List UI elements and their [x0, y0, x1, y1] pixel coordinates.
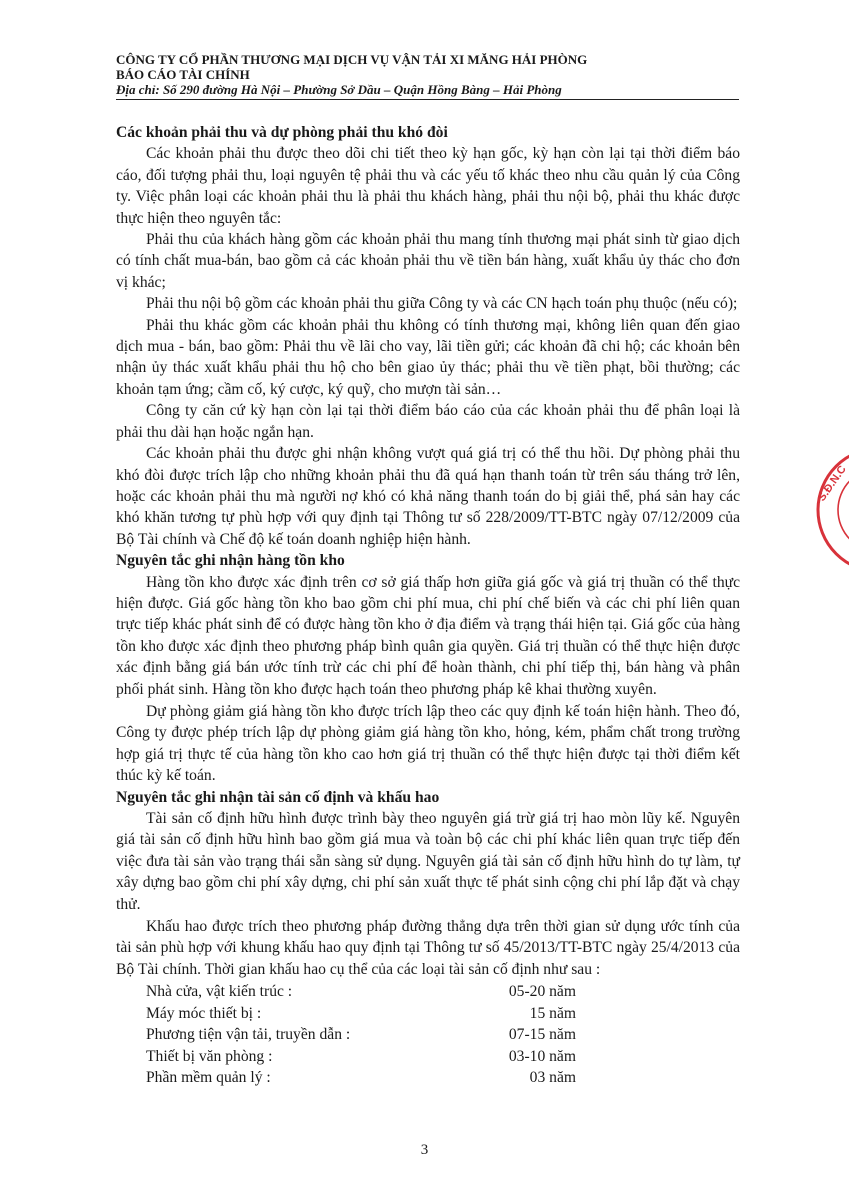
- table-row: [146, 1003, 576, 1025]
- page-number: 3: [420, 1142, 429, 1158]
- page-header: [116, 52, 616, 97]
- header-divider: [116, 99, 739, 100]
- useful-life: 05-20 năm: [508, 983, 576, 1001]
- section-fixed-assets: [116, 787, 740, 1089]
- table-row: [146, 981, 576, 1003]
- section-inventory: [116, 550, 740, 786]
- section-receivables: [116, 122, 740, 550]
- paragraph: Phải thu của khách hàng gồm các khoản phải thu mang tính thương mại phát sinh từ giao dịch có tính chất mua-bán, bao gồm cả các khoản phải thu về tiền bán hàng, xuất khẩu ủy thác cho đơn vị khác;: [116, 231, 740, 291]
- paragraph: Tài sản cố định hữu hình được trình bày theo nguyên giá trừ giá trị hao mòn lũy kế. Nguyên giá tài sản cố định hữu hình bao gồm giá mua và toàn bộ các chi phí khác liên quan trực tiếp đến việc đưa tài sản vào trạng thái sẵn sàng sử dụng. Nguyên giá tài sản cố định hữu hình do tự làm, tự xây dựng bao gồm chi phí xây dựng, chi phí sản xuất thực tế phát sinh cộng chi phí lắp đặt và chạy thử.: [116, 810, 740, 913]
- section-title: Các khoản phải thu và dự phòng phải thu khó đòi: [116, 124, 448, 141]
- paragraph: Các khoản phải thu được ghi nhận không vượt quá giá trị có thể thu hồi. Dự phòng phải thu khó đòi được trích lập cho những khoản phải thu đã quá hạn thanh toán từ trên sáu tháng trở lên, hoặc các khoản phải thu mà người nợ khó có khả năng thanh toán do bị giải thể, phá sản hay các khó khăn tương tự phù hợp với quy định tại Thông tư số 228/2009/TT-BTC ngày 07/12/2009 của Bộ Tài chính và Chế độ kế toán doanh nghiệp hiện hành.: [116, 445, 740, 548]
- paragraph: Công ty căn cứ kỳ hạn còn lại tại thời điểm báo cáo của các khoản phải thu để phân loại là phải thu dài hạn hoặc ngắn hạn.: [116, 402, 740, 441]
- paragraph: Dự phòng giảm giá hàng tồn kho được trích lập theo các quy định kế toán hiện hành. Theo đó, Công ty được phép trích lập dự phòng giảm giá hàng tồn kho, hỏng, kém, phẩm chất trong trường hợp giá trị thực tế của hàng tồn kho cao hơn giá trị thuần có thể thực hiện được tại thời điểm kết thúc kỳ kế toán.: [116, 702, 740, 785]
- company-seal-stamp: [812, 440, 849, 580]
- paragraph: Khấu hao được trích theo phương pháp đường thẳng dựa trên thời gian sử dụng ước tính của tài sản phù hợp với khung khấu hao quy định tại Thông tư số 45/2013/TT-BTC ngày 25/4/2013 của Bộ Tài chính. Thời gian khấu hao cụ thể của các loại tài sản cố định như sau :: [116, 918, 740, 978]
- seal-text: S.Đ.N.C: [815, 463, 849, 504]
- section-title: Nguyên tắc ghi nhận hàng tồn kho: [116, 552, 345, 570]
- depreciation-table: [146, 981, 576, 1089]
- useful-life: 03-10 năm: [508, 1047, 576, 1065]
- table-row: [146, 1024, 576, 1046]
- paragraph: Các khoản phải thu được theo dõi chi tiết theo kỳ hạn gốc, kỳ hạn còn lại tại thời điểm báo cáo, đối tượng phải thu, loại nguyên tệ phải thu và các yếu tố khác theo nhu cầu quản lý của Công ty. Việc phân loại các khoản phải thu là phải thu khách hàng, phải thu nội bộ, phải thu khác được thực hiện theo nguyên tắc:: [116, 145, 740, 227]
- table-row: [146, 1046, 576, 1068]
- report-title: BÁO CÁO TÀI CHÍNH: [116, 67, 250, 82]
- company-name: CÔNG TY CỔ PHẦN THƯƠNG MẠI DỊCH VỤ VẬN TẢI XI MĂNG HẢI PHÒNG: [116, 52, 588, 67]
- useful-life: 15 năm: [529, 1004, 576, 1022]
- asset-type: Máy móc thiết bị :: [146, 1004, 262, 1022]
- asset-type: Thiết bị văn phòng :: [146, 1047, 273, 1065]
- company-address: Địa chỉ: Số 290 đường Hà Nội – Phường Sở Dầu – Quận Hồng Bàng – Hải Phòng: [116, 82, 562, 97]
- asset-type: Nhà cửa, vật kiến trúc :: [146, 983, 293, 1001]
- useful-life: 03 năm: [529, 1069, 576, 1087]
- paragraph: Phải thu nội bộ gồm các khoản phải thu giữa Công ty và các CN hạch toán phụ thuộc (nếu có);: [146, 295, 738, 313]
- table-row: [146, 1067, 576, 1089]
- document-body: [116, 122, 740, 1089]
- paragraph: Phải thu khác gồm các khoản phải thu không có tính thương mại, không liên quan đến giao dịch mua - bán, bao gồm: Phải thu về lãi cho vay, lãi tiền gửi; các khoản đã chi hộ; các khoản bên nhận ủy thác xuất khẩu phải thu hộ cho bên giao ủy thác; phải thu về tiền phạt, bồi thường; các khoản tạm ứng; cầm cố, ký cược, ký quỹ, cho mượn tài sản…: [116, 316, 740, 398]
- asset-type: Phương tiện vận tải, truyền dẫn :: [146, 1026, 351, 1044]
- section-title: Nguyên tắc ghi nhận tài sản cố định và khấu hao: [116, 788, 440, 806]
- useful-life: 07-15 năm: [508, 1026, 576, 1044]
- seal-rings: [815, 448, 849, 572]
- asset-type: Phần mềm quản lý :: [146, 1069, 271, 1087]
- paragraph: Hàng tồn kho được xác định trên cơ sở giá thấp hơn giữa giá gốc và giá trị thuần có thể thực hiện được. Giá gốc hàng tồn kho bao gồm chi phí mua, chi phí chế biến và các chi phí liên quan trực tiếp khác phát sinh để có được hàng tồn kho ở địa điểm và trạng thái hiện tại. Giá gốc của hàng tồn kho được xác định theo phương pháp bình quân gia quyền. Giá trị thuần có thể thực hiện được xác định bằng giá bán ước tính trừ các chi phí để hoàn thành, chi phí tiếp thị, bán hàng và phân phối phát sinh. Hàng tồn kho được hạch toán theo phương pháp kê khai thường xuyên.: [116, 573, 740, 698]
